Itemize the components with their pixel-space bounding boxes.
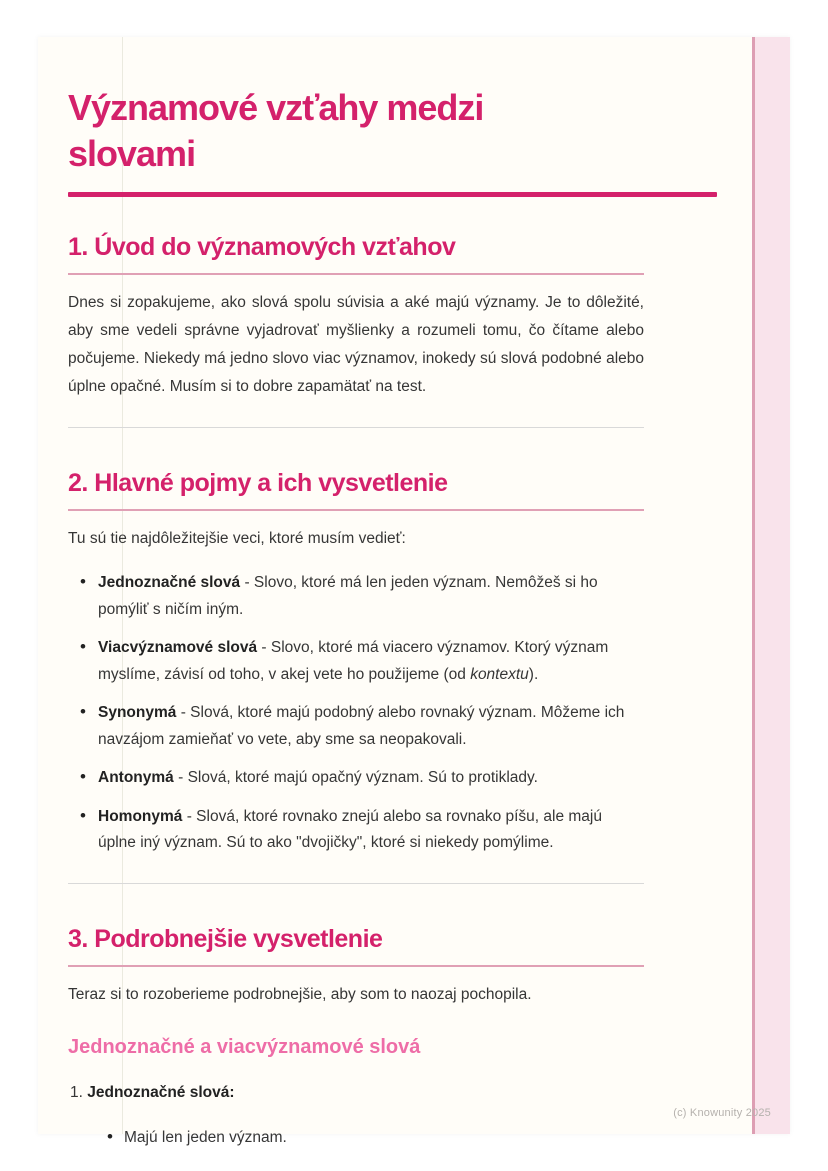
- section-divider: [68, 883, 644, 884]
- section-3-heading: 3. Podrobnejšie vysvetlenie: [68, 924, 644, 967]
- numbered-item: [70, 1080, 644, 1151]
- term-name: Antonymá: [98, 769, 174, 786]
- term-list: [68, 570, 644, 857]
- document-content: [38, 37, 790, 1151]
- term-item: [98, 765, 644, 792]
- term-definition: - Slovo, ktoré má viacero významov. Ktorý význam myslíme, závisí od toho, v akej vete ho použijeme (od: [98, 639, 609, 683]
- title-rule: [68, 192, 717, 197]
- section-divider: [68, 427, 644, 428]
- page-title: Významové vzťahy medzi slovami: [68, 87, 484, 174]
- term-definition: - Slová, ktoré rovnako znejú alebo sa rovnako píšu, ale majú úplne iný význam. Sú to ako "dvojičky", ktoré si niekedy pomýlime.: [98, 807, 602, 851]
- item-number: 1.: [70, 1083, 88, 1101]
- section-3-paragraph: Teraz si to rozoberieme podrobnejšie, aby som to naozaj pochopila.: [68, 985, 532, 1003]
- term-definition: - Slová, ktoré majú opačný význam. Sú to protiklady.: [173, 769, 538, 786]
- term-definition-tail: ).: [528, 665, 539, 683]
- term-item: [98, 635, 644, 688]
- section-detail: [68, 924, 644, 1151]
- term-definition: - Slová, ktoré majú podobný alebo rovnaký význam. Môžeme ich navzájom zamieňať vo vete, aby sme sa neopakovali.: [98, 704, 625, 748]
- page-edge-stripe: [752, 37, 790, 1134]
- section-2-heading: 2. Hlavné pojmy a ich vysvetlenie: [68, 468, 644, 511]
- nested-bullet-list: [70, 1125, 644, 1151]
- copyright-watermark: (c) Knowunity 2025: [673, 1107, 771, 1119]
- section-2-intro: Tu sú tie najdôležitejšie veci, ktoré musím vedieť:: [68, 530, 406, 547]
- term-name: Synonymá: [98, 704, 177, 721]
- section-main-terms: [68, 468, 644, 857]
- section-intro: [68, 232, 644, 401]
- numbered-list: [68, 1080, 644, 1151]
- document-page: [38, 37, 790, 1146]
- item-term: Jednoznačné slová:: [87, 1083, 235, 1101]
- term-item: [98, 700, 644, 753]
- section-1-paragraph: Dnes si zopakujeme, ako slová spolu súvisia a aké majú významy. Je to dôležité, aby sme vedeli správne vyjadrovať myšlienky a rozumeli tomu, čo čítame alebo počujeme. Niekedy má jedno slovo viac významov, inokedy sú slová podobné alebo úplne opačné. Musím si to dobre zapamätať na test.: [68, 294, 644, 395]
- term-definition: - Slovo, ktoré má len jeden význam. Nemôžeš si ho pomýliť s ničím iným.: [98, 574, 598, 618]
- term-name: Homonymá: [98, 807, 183, 825]
- term-item: [98, 570, 644, 623]
- nested-bullet-item: • Majú len jeden význam.: [124, 1125, 644, 1151]
- term-name: Jednoznačné slová: [98, 574, 241, 591]
- term-italic: kontextu: [470, 665, 529, 683]
- section-1-heading: 1. Úvod do významových vzťahov: [68, 232, 644, 275]
- term-item: [98, 804, 644, 857]
- subsection-heading: Jednoznačné a viacvýznamové slová: [68, 1035, 421, 1058]
- term-name: Viacvýznamové slová: [98, 639, 258, 656]
